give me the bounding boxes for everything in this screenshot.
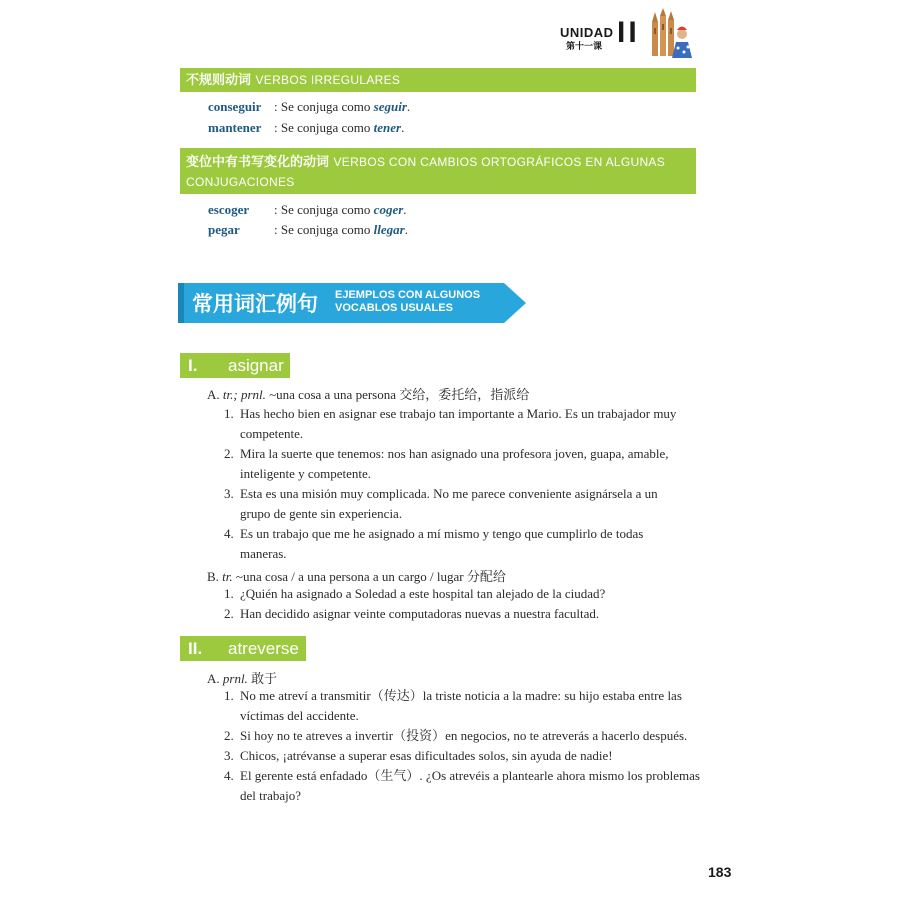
verb-word: conseguir [208,99,262,114]
section-word: atreverse [228,639,299,658]
example-text-part: en negocios, no te atreverás a hacerlo después. [445,728,688,743]
example-text [240,686,682,707]
verb-word: mantener [208,120,262,135]
section-bar-irregular-verbs [180,68,696,92]
example-text: Has hecho bien en asignar ese trabajo tan importante a Mario. Es un trabajador muy [240,406,677,421]
lesson-label: 第十一课 [566,42,603,52]
banner-title-es-line1: EJEMPLOS CON ALGUNOS [335,289,481,301]
sense-line [207,668,277,687]
grammar-tag: tr. [222,569,233,584]
unit-number: II [617,16,640,49]
verb-word: pegar [208,222,240,237]
example-text: Mira la suerte que tenemos: nos han asignado una profesora joven, guapa, amable, [240,446,669,461]
example-item [224,584,696,604]
bar-title-zh: 变位中有书写变化的动词 [186,155,330,170]
period: . [401,120,405,135]
example-text: Han decidido asignar veinte computadoras nuevas a nuestra facultad. [240,606,600,621]
example-text: Esta es una misión muy complicada. No me parece conveniente asignársela a un [240,486,658,501]
page-number: 183 [708,864,732,880]
example-text-part: Si hoy no te atreves a invertir [240,728,394,743]
sense-line [207,566,506,585]
example-text [240,726,687,747]
verb-ref: llegar [373,222,405,237]
example-number: 1. [224,406,234,421]
example-text-cont: víctimas del accidente. [240,708,359,723]
translation-zh: 敢于 [251,672,278,687]
example-text-part: No me atreví a transmitir [240,688,371,703]
vocab-heading-asignar [180,353,290,378]
example-text-cont: grupo de gente sin experiencia. [240,506,403,521]
example-item [224,404,696,444]
example-item [224,686,696,726]
example-number: 4. [224,526,234,541]
translation-zh: 分配给 [466,570,506,585]
example-number: 2. [224,446,234,461]
section-bar-orthographic-verbs [180,148,696,194]
gloss-zh: （传达） [370,689,423,704]
example-item [224,484,696,524]
verb-ref: coger [373,202,404,217]
example-text: ¿Quién ha asignado a Soledad a este hospital tan alejado de la ciudad? [240,586,606,601]
banner-title-es-line2: VOCABLOS USUALES [335,302,453,314]
usage-pattern: ~una cosa a una persona [269,387,396,402]
section-word: asignar [228,356,284,375]
colon: : [274,202,278,217]
example-number: 3. [224,748,234,763]
bar-title-es-line1: VERBOS CON CAMBIOS ORTOGRÁFICOS EN ALGUNAS [333,155,666,169]
verb-row [208,99,410,115]
gloss-zh: （生气） [367,769,420,784]
example-item [224,746,696,766]
colon: : [274,222,278,237]
translation-zh: 交给，委托给，指派给 [399,388,530,403]
example-number: 2. [224,606,234,621]
gloss-zh: （投资） [393,729,446,744]
bar-title-es: VERBOS IRREGULARES [255,73,401,87]
usage-pattern: ~una cosa / a una persona a un cargo / lugar [235,569,464,584]
section-number: I. [188,356,198,375]
verb-word: escoger [208,202,250,217]
grammar-tag: tr.; prnl. [222,387,266,402]
unit-label: UNIDAD [560,25,614,40]
sense-line [207,384,529,403]
vocab-heading-atreverse [180,636,306,661]
verb-desc: Se conjuga como [280,99,371,114]
example-text-cont: inteligente y competente. [240,466,372,481]
period: . [406,99,411,114]
period: . [404,222,408,237]
sense-label: B. [207,569,219,584]
period: . [403,202,407,217]
verb-desc: Se conjuga como [280,120,371,135]
sense-label: A. [207,387,220,402]
example-text-part: . ¿Os atrevéis a plantearle ahora mismo los problemas [419,768,700,783]
sense-label: A. [207,671,220,686]
example-text-cont: del trabajo? [240,788,301,803]
example-number: 3. [224,486,234,501]
section-number: II. [188,639,203,658]
colon: : [274,99,278,114]
verb-desc: Se conjuga como [280,222,371,237]
example-text: Es un trabajo que me he asignado a mí mismo y tengo que cumplirlo de todas [240,526,644,541]
cathedral-illustration [646,8,696,60]
colon: : [274,120,278,135]
example-item [224,444,696,484]
example-text-cont: maneras. [240,546,287,561]
bar-title-zh: 不规则动词 [186,73,252,88]
example-text-part: la triste noticia a la madre: su hijo estaba entre las [422,688,682,703]
grammar-tag: prnl. [222,671,248,686]
verb-desc: Se conjuga como [280,202,371,217]
example-text: Chicos, ¡atrévanse a superar esas dificultades solos, sin ayuda de nadie! [240,748,613,763]
example-number: 4. [224,768,234,783]
example-text [240,766,700,787]
verb-ref: tener [373,120,402,135]
example-item [224,604,696,624]
example-item [224,766,700,806]
example-item [224,726,696,746]
verb-ref: seguir [373,99,407,114]
verb-row [208,222,408,238]
example-text-part: El gerente está enfadado [240,768,368,783]
example-number: 1. [224,586,234,601]
example-number: 2. [224,728,234,743]
bar-title-es-line2: CONJUGACIONES [186,175,295,189]
verb-row [208,120,404,136]
banner-title-zh: 常用词汇例句 [192,292,318,316]
example-item [224,524,696,564]
verb-row [208,202,407,218]
example-text-cont: competente. [240,426,304,441]
example-number: 1. [224,688,234,703]
